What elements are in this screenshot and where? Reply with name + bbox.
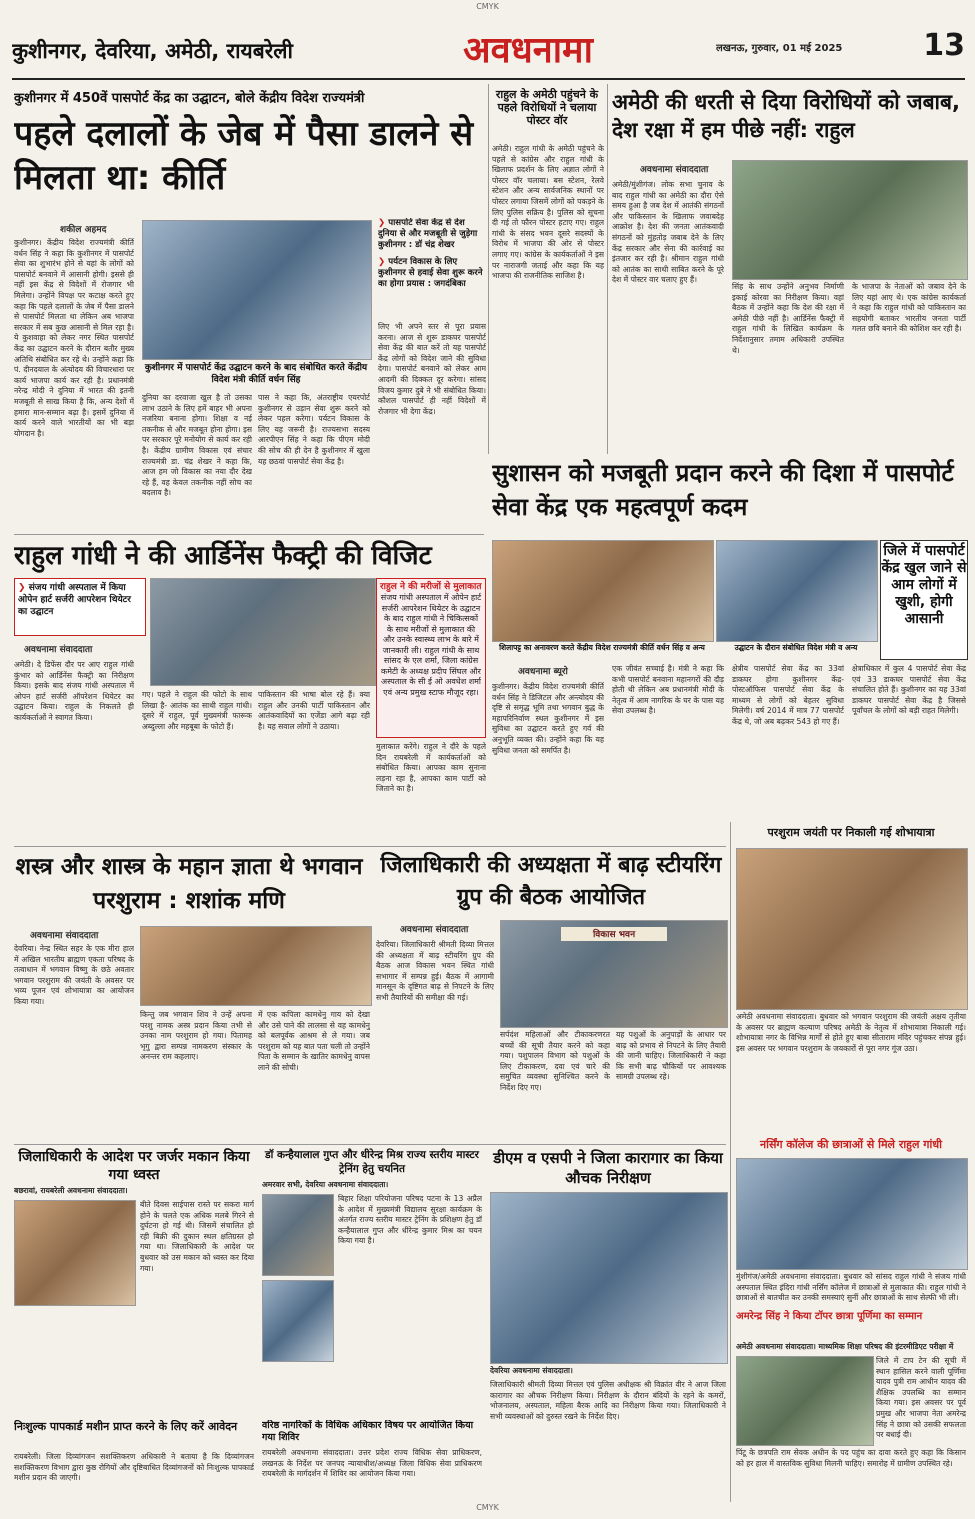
story5-inset-title: राहुल ने की मरीजों से मुलाकात [380, 582, 482, 592]
story4-photo-1 [492, 540, 714, 642]
story11-photo [14, 1200, 136, 1306]
story1-sidebar [378, 218, 486, 318]
story12-photo-1 [262, 1194, 334, 1276]
story11-body: बीते दिवस साईपास रास्ते पर सकरा मार्ग होने के चलते एक अधिक मलबे गिरने से दुर्घटना हो गई थी। जिसमें संचालित हो रही बिक्री की दुकान स्थल क्षतिग्रस्त हो गया था। जिलाधिकारी के आदेश पर बुधवार को उस मकान को ध्वस्त कर दिया गया। [140, 1200, 254, 1273]
story3-photo [732, 160, 968, 280]
story4-col2: एक जीवंत सच्चाई है। मंत्री ने कहा कि कभी पासपोर्ट बनवाना महानगरों की दौड़ होती थी लेकिन अब प्रधानमंत्री मोदी के नेतृत्व में आम नागरिक के घर के पास यह सेवा उपलब्ध है। [612, 664, 724, 716]
story10-photo [736, 1356, 874, 1446]
story4-byline: अवधनामा ब्यूरो [518, 667, 568, 676]
column-divider [488, 84, 489, 454]
story3-byline: अवधनामा संवाददाता [640, 165, 709, 174]
story11-byline: बछरावां, रायबरेली अवधनामा संवाददाता। [14, 1186, 128, 1195]
story6-col3: में एक कपिला कामधेनु गाय को देखा और उसे पाने की लालसा से वह कामधेनु को बलपूर्वक आश्रम से ले गया। जब परशुराम को यह बात पता चली तो उन्होंने पिता के सम्मान के खातिर कामधेनु वापस लाने की सोची। [258, 1010, 370, 1072]
section-divider [14, 846, 726, 847]
story6-photo [140, 926, 372, 1006]
story14-body: पिंटू के छत्रपति राम सेवक अधीन के पद पहुंच का दावा करते हुए कहा कि किसान को हर हाल में वास्तविक सुविधा मिलनी चाहिए। समारोह में ग्रामीण उपस्थित रहे। [736, 1448, 966, 1468]
story6-body: देवरिया। नेन्द्र स्थित सहर के एक मीरा हाल में अखिल भारतीय ब्राह्मण एकता परिषद के तत्वाधान में भगवान विष्णु के छठे अवतार भगवान परशुराम की जयंती के अवसर पर भव्य पूजन एवं शोभायात्रा का आयोजन किया गया। [14, 944, 134, 1006]
story1-col4: लिए भी अपने स्तर से पूरा प्रयास करना। आज से शुरू डाकघर पासपोर्ट सेवा केंद्र की बात करें तो यह पासपोर्ट केंद्र लोगों को विदेश जाने की सुविधा देगा। पासपोर्ट बनवाने को लेकर आम आदमी की दिक्कत दूर करेगा। सांसद विजय कुमार दुबे ने भी संबोधित किया। कौशल पासपोर्ट ही नहीं विदेशों में रोजगार भी देगा केंद्र। [378, 322, 486, 416]
story5-headline: राहुल गांधी ने की आर्डिनेंस फैक्ट्री की विजिट [14, 541, 432, 571]
story12-photo-2 [262, 1280, 334, 1362]
story4-quote-box: जिले में पासपोर्ट केंद्र खुल जाने से आम लोगों में खुशी, होगी आसानी [880, 540, 968, 660]
story7-body: देवरिया। जिलाधिकारी श्रीमती दिव्या मित्तल की अध्यक्षता में बाढ़ स्टीयरिंग ग्रुप की बैठक आज विकास भवन स्थित गांधी सभागार में सम्पन्न हुई। बैठक में आगामी मानसून के दृष्टिगत बाढ़ से निपटने के लिए सभी तैयारियों की समीक्षा की गई। [376, 940, 494, 1002]
story6-byline: अवधनामा संवाददाता [30, 931, 99, 940]
story10-body: जिले में टाप टेन की सूची में स्थान हासिल करने वाली पूर्णिमा यादव पुत्री राम आधीन यादव की शैक्षिक उपलब्धि का सम्मान किया गया। इस अवसर पर पूर्व प्रमुख और भाजपा नेता अमरेन्द्र सिंह ने छात्रा को उसकी सफलता पर बधाई दी। [876, 1356, 966, 1440]
story2-kicker: राहुल के अमेठी पहुंचने के पहले विरोधियों ने चलाया पोस्टर वॉर [495, 88, 599, 127]
story4-body: कुशीनगर। केंद्रीय विदेश राज्यमंत्री कीर्ति वर्धन सिंह ने डिजिटल और अन्त्योदय की दृष्टि से समृद्ध भूमि तथा भगवान बुद्ध के महापरिनिर्वाण स्थल कुशीनगर में इस सुविधा का उद्घाटन करते हुए गर्व की अनुभूति व्यक्त की। उन्होंने कहा कि यह सुविधा जनता को समर्पित है। [492, 682, 604, 755]
story1-headline: पहले दलालों के जेब में पैसा डालने से मिलता था: कीर्ति [14, 114, 474, 198]
section-divider [14, 534, 484, 535]
story10-byline: अमेठी अवधनामा संवाददाता। माध्यमिक शिक्षा परिषद की इंटरमीडिएट परीक्षा में [736, 1342, 954, 1351]
story7-photo [500, 920, 728, 1028]
story4-photo1-caption: शिलापट्ट का अनावरण करते केंद्रीय विदेश राज्यमंत्री कीर्ति वर्धन सिंह व अन्य [499, 643, 705, 652]
story12-sub-body: रायबरेली अवधनामा संवाददाता। उत्तर प्रदेश राज्य विधिक सेवा प्राधिकरण, लखनऊ के निर्देश पर जनपद न्यायाधीश/अध्यक्ष जिला विधिक सेवा प्राधिकरण रायबरेली के मार्गदर्शन में शिविर का आयोजन किया गया। [262, 1448, 482, 1479]
print-registration-bottom: CMYK [476, 1503, 499, 1512]
bullet-icon: ❯ [378, 257, 389, 267]
page-number: 13 [923, 28, 965, 63]
story5-body: अमेठी। दे डिफेंस दौर पर आए राहुल गांधी कुंभार को आर्डिनेंस फैक्ट्री का निरीक्षण किया। इसके बाद संजय गांधी अस्पताल में ओपन हार्ट सर्जरी ऑपरेशन थियेटर का उद्घाटन किया। राहुल के निकलते ही कार्यकर्ताओं ने स्वागत किया। [14, 660, 134, 722]
story13-headline: डीएम व एसपी ने जिला कारागार का किया औचक निरीक्षण [493, 1149, 723, 1187]
bullet-icon: ❯ [378, 218, 389, 228]
story5-inset [376, 578, 486, 738]
story5-sidebar: ❯ संजय गांधी अस्पताल में किया ओपेन हार्ट सर्जरी आपरेशन थियेटर का उद्घाटन [14, 578, 146, 636]
story3-col3: के भाजपा के नेताओं को जबाव देने के लिए यहां आए थे। एक कांग्रेस कार्यकर्ता ने कहा कि राहुल गांधी को पाकिस्तान का सहयोगी बताकर भारतीय जनता पार्टी गलत छवि बनाने की कोशिश कर रही है। [852, 282, 966, 334]
story7-col2: सर्पदंश महिलाओं और टीकाकरणरत बच्चों की सूची तैयार करने को कहा गया। पशुपालन विभाग को पशुओं के लिए टीकाकरण, दवा एवं चारे की समुचित व्यवस्था सुनिश्चित करने के निर्देश दिए गए। [500, 1030, 610, 1092]
section-divider [14, 1144, 726, 1145]
story1-photo [142, 220, 372, 360]
story9-photo [736, 1158, 968, 1270]
story8-photo [736, 848, 968, 1010]
story5-col2: गए। पहले ने राहुल की फोटो के साथ लिखा है- आतंक का साथी राहुल गांधी। दूसरे में राहुल, पूर्व मुख्यमंत्री फारूक अब्दुल्ला और महबूबा के फोटो हैं। [142, 690, 252, 731]
story4-photo-2 [716, 540, 878, 642]
story3-headline: अमेठी की धरती से दिया विरोधियों को जबाब, देश रक्षा में हम पीछे नहीं: राहुल [612, 90, 960, 142]
story6-col2: किन्तु जब भगवान शिव ने उन्हें अपना परशु नामक अस्त्र प्रदान किया तभी से उनका नाम परशुराम हो गया। पितामह भृगु द्वारा सम्पन्न नामकरण संस्कार के अनन्तर राम कहलाए। [140, 1010, 252, 1062]
story1-col3: पास ने कहा कि, अंतराष्ट्रीय एयरपोर्ट कुशीनगर से उड़ान सेवा शुरू करने को लेकर पहल करेगा। पर्यटन विकास के लिए यह जरूरी है। राज्यसभा सदस्य आरपीएन सिंह ने कहा कि पीएम मोदी की सोच की ही देन है कुशीनगर में खुला यह छठवां पासपोर्ट सेवा केंद्र है। [258, 393, 370, 466]
story7-col3: यह पशुओं के अनुपाड़ों के आधार पर बाढ़ को प्रभाव से निपटने के लिए तैयारी की जानी चाहिए। जिलाधिकारी ने कहा कि सभी बाढ़ चौकियों पर आवश्यक सामग्री उपलब्ध रहे। [616, 1030, 726, 1082]
story8-body: अमेठी अवधनामा संवाददाता। बुधवार को भगवान परशुराम की जयंती अक्षय तृतीया के अवसर पर ब्राह्मण कल्याण परिषद अमेठी के नेतृत्व में शोभायात्रा निकाली गई। शोभायात्रा नगर के विभिन्न मार्गों से होते हुए बाबा सीताराम मंदिर पहुंचकर संपन्न हुई। इस अवसर पर भगवान परशुराम के जयकारों से पूरा नगर गूंज उठा। [736, 1012, 966, 1053]
story1-body: कुशीनगर। केंद्रीय विदेश राज्यमंत्री कीर्ति वर्धन सिंह ने कहा कि कुशीनगर में पासपोर्ट सेवा का शुभारंभ होने से यहां के लोगों को पासपोर्ट बनवाने में आसानी होगी। इससे ही नहीं इस केंद्र से विदेशों में रोजगार भी मिलेगा। उन्होंने विपक्ष पर कटाक्ष करते हुए कहा कि पहले दलालों के जेब में पैसा डालने से पासपोर्ट मिलता था लेकिन अब भाजपा सरकार में सब कुछ आसानी से मिल रहा है। ये कुशवाहा को लेकर नगर स्थित पासपोर्ट केंद्र का उद्घाटन करने के दौरान बतौर मुख्य अतिथि संबोधित कर रहे थे। उन्होंने कहा कि पं. दीनदयाल के अंत्योदय की विचारधारा पर कार्य भाजपा कार्य कर रही है। प्रधानमंत्री नरेन्द्र मोदी ने दुनिया में भारत की इतनी मजबूती से साख किया है कि, अन्य देशों में हमारा मान-सम्मान बढ़ा है। इसमें दुनिया में कार्य करने वाले भारतीयों का भी बड़ा योगदान है। [14, 238, 134, 438]
story13-photo [490, 1192, 728, 1364]
story1-byline: शकील अहमद [60, 225, 107, 234]
story5-byline: अवधनामा संवाददाता [24, 645, 93, 654]
story12-sub-headline: वरिष्ठ नागरिकों के विधिक अधिकार विषय पर आयोजित किया गया शिविर [262, 1420, 474, 1443]
story5-inset-body: संजय गांधी अस्पताल में ओपेन हार्ट सर्जरी आपरेशन थियेटर के उद्घाटन के बाद राहुल गांधी ने चिकित्सकों के साथ मरीजों से मुलाकात की और उनके स्वास्थ्य लाभ के बारे में जानकारी ली। राहुल गांधी के साथ सांसद के एल शर्मा, जिला कांग्रेस कमेटी के अध्यक्ष प्रदीप सिंघल और अस्पताल के सी ई ओ अवधेश शर्मा एवं अन्य प्रमुख स्टाफ मौजूद रहा। [380, 593, 482, 697]
story12-body: बिहार शिक्षा परियोजना परिषद पटना के 13 अप्रैल के आदेश में मुख्यमंत्री विद्यालय सुरक्षा कार्यक्रम के अंतर्गत राज्य स्तरीय मास्टर ट्रेनिंग के प्रशिक्षण हेतु डॉ कन्हैयालाल गुप्त और धीरेन्द्र कुमार मिश्र का चयन किया गया है। [338, 1194, 482, 1246]
story2-body: अमेठी। राहुल गांधी के अमेठी पहुंचने के पहले से कांग्रेस और राहुल गांधी के खिलाफ प्रदर्शन के लिए अज्ञात लोगों ने पोस्टर वॉर चलाया। बस स्टेशन, रेलवे स्टेशन और अन्य सार्वजनिक स्थानों पर पोस्टर लगाया जिसमें लोगों को पकड़ने के लिए पुलिस सक्रिय है। पुलिस को सूचना दी गई तो फौरन पोस्टर हटाए गए। राहुल गांधी के संसद भवन दूसरे सदस्यों के विरोध में भाजपा की ओर से पोस्टर लगाए गए। कांग्रेस के कार्यकर्ताओं ने इस पर नाराजगी जताई और कहा कि यह भाजपा की राजनीतिक साजिश है। [492, 144, 604, 281]
story10-headline: अमरेन्द्र सिंह ने किया टॉपर छात्रा पूर्णिमा का सम्मान [736, 1311, 923, 1322]
print-registration-top: CMYK [476, 2, 499, 11]
column-divider [607, 84, 608, 454]
story9-body: मुंशीगंज/अमेठी अवधनामा संवाददाता। बुधवार को सांसद राहुल गांधी ने संजय गांधी अस्पताल स्थित इंदिरा गांधी नर्सिंग कॉलेज में छात्राओं से मुलाकात की। राहुल गांधी ने छात्राओं से बातचीत कर उनकी समस्याएं सुनीं और छात्राओं के साथ सेल्फी भी ली। [736, 1272, 966, 1303]
story13-byline: देवरिया अवधनामा संवाददाता। [490, 1366, 573, 1375]
story4-col4: क्षेत्राधिकार में कुल 4 पासपोर्ट सेवा केंद्र एवं 33 डाकघर पासपोर्ट सेवा केंद्र संचालित होते हैं। कुशीनगर का यह 33वां डाकघर पासपोर्ट सेवा केंद्र है जिससे पूर्वांचल के लोगों को बड़ी राहत मिलेगी। [852, 664, 966, 716]
story11-headline: जिलाधिकारी के आदेश पर जर्जर मकान किया गया ध्वस्त [18, 1149, 250, 1183]
story1-photo-caption: कुशीनगर में पासपोर्ट केंद्र उद्घाटन करने के बाद संबोधित करते केंद्रीय विदेश मंत्री कीर्ति वर्धन सिंह [144, 363, 368, 385]
story5-col3: पाकिस्तान की भाषा बोल रहे हैं। क्या राहुल और उनकी पार्टी पाकिस्तान और आतंकवादियों का एजेंडा आगे बढ़ा रही है। यह सवाल लोगों ने उठाया। [258, 690, 370, 731]
story1-sidebar-item: ❯ पर्यटन विकास के लिए कुशीनगर से हवाई सेवा शुरू करने का होगा प्रयास : जगदंबिका [378, 257, 483, 289]
story11-sub-body: रायबरेली। जिला दिव्यांगजन सशक्तिकरण अधिकारी ने बताया है कि दिव्यांगजन सशक्तिकरण विभाग द्वारा कुष्ठ रोगियों और दृष्टिबाधित दिव्यांगजनों को निःशुल्क पापकार्ड मशीन प्रदान की जाएगी। [14, 1452, 254, 1483]
story4-photo2-caption: उद्घाटन के दौरान संबोधित विदेश मंत्री व अन्य [734, 643, 858, 652]
story7-byline: अवधनामा संवाददाता [400, 925, 469, 934]
story11-sub-headline: निःशुल्क पापकार्ड मशीन प्राप्त करने के लिए करें आवेदन [14, 1420, 238, 1433]
story1-kicker: कुशीनगर में 450वें पासपोर्ट केंद्र का उद्घाटन, बोले केंद्रीय विदेश राज्यमंत्री [14, 91, 365, 106]
story3-body: अमेठी/मुंशीगंज। लोक सभा चुनाव के बाद राहुल गांधी का अमेठी का दौरा ऐसे समय हुआ है जब देश में आतंकी संगठनों और पाकिस्तान के खिलाफ जवाबदेह आक्रोश है। देश की जनता आतंकवादी संगठनों को मुंहतोड़ जबाब देने के लिए केंद्र सरकार और सेना की कार्रवाई का इंतजार कर रही है। श्रीमान राहुल गांधी को आतंक का साथी साबित करने के पूरे देश में पोस्टर वार चलाए हुए हैं। [612, 180, 724, 285]
district-header: कुशीनगर, देवरिया, अमेठी, रायबरेली [12, 39, 293, 63]
story4-col3: क्षेत्रीय पासपोर्ट सेवा केंद्र का 33वां डाकघर होगा कुशीनगर केंद्र- पोस्टऑफिस पासपोर्ट सेवा केंद्र के माध्यम से लोगों को बेहतर सुविधा मिलेगी। वर्ष 2014 में मात्र 77 पासपोर्ट केंद्र थे, जो अब बढ़कर 543 हो गए हैं। [732, 664, 844, 726]
story12-byline: अमरवार सभी, देवरिया अवधनामा संवाददाता। [262, 1180, 389, 1189]
story8-headline: परशुराम जयंती पर निकाली गई शोभायात्रा [767, 826, 935, 839]
story13-body: जिलाधिकारी श्रीमती दिव्या मित्तल एवं पुलिस अधीक्षक श्री विक्रांत वीर ने आज जिला कारागार का औचक निरीक्षण किया। निरीक्षण के दौरान बंदियों के रहने के कमरों, भोजनालय, अस्पताल, महिला बैरक आदि का निरीक्षण किया गया। जिलाधिकारी ने सभी व्यवस्थाओं को दुरुस्त रखने के निर्देश दिए। [490, 1380, 726, 1421]
story1-col2: दुनिया का दरवाजा खुल है तो उसका लाभ उठाने के लिए हमें बाहर भी अपना नजरिया बनाना होगा। शिक्षा व नई तकनीक से और मजबूत होना होगा। इस पर सरकार पूरे मनोयोग से कार्य कर रही है। केंद्रीय ग्रामीण विकास एवं संचार राज्यमंत्री डा. चंद्र शेखर ने कहा कि, आज हम जो विकास का नया दौर देख रहे हैं, वह केवल तकनीक नहीं सोच का बदलाव है। [142, 393, 252, 498]
story3-col2: सिंह के साथ उन्होंने अनुभव निर्माणी इकाई कोरवा का निरीक्षण किया। वहां बैठक में उन्होंने कहा कि देश की रक्षा में अमेठी पीछे नहीं है। आर्डिनेंस फैक्ट्री में राहुल गांधी के लिखित कार्यक्रम के निर्देशानुसार तमाम अधिकारी उपस्थित थे। [732, 282, 844, 355]
story12-headline: डॉ कन्हैयालाल गुप्त और धीरेन्द्र मिश्र राज्य स्तरीय मास्टर ट्रेनिंग हेतु चयनित [265, 1149, 479, 1175]
story1-sidebar-item: ❯ पासपोर्ट सेवा केंद्र से देश दुनिया से और मजबूती से जुड़ेगा कुशीनगर : डॉ चंद्र शेखर [378, 218, 478, 250]
story9-headline: नर्सिंग कॉलेज की छात्राओं से मिले राहुल गांधी [760, 1138, 942, 1151]
story7-photo-banner: विकास भवन [561, 927, 667, 941]
story5-photo [150, 578, 376, 686]
story4-headline: सुशासन को मजबूती प्रदान करने की दिशा में पासपोर्ट सेवा केंद्र एक महत्वपूर्ण कदम [492, 459, 954, 521]
story7-headline: जिलाधिकारी की अध्यक्षता में बाढ़ स्टीयरिंग ग्रुप की बैठक आयोजित [380, 853, 722, 910]
column-divider [730, 822, 731, 1502]
story5-col4: मुलाकात करेंगे। राहुल ने दौरे के पहले दिन रायबरेली में कार्यकर्ताओं को संबोधित किया। आपका काम सुनाना लड़ना रहा है, आपका काम पार्टी को जिताने का है। [376, 742, 486, 794]
header-rule [12, 78, 965, 80]
story6-headline: शस्त्र और शास्त्र के महान ज्ञाता थे भगवान परशुराम : शशांक मणि [15, 854, 363, 914]
issue-date: लखनऊ, गुरुवार, 01 मई 2025 [716, 43, 843, 54]
masthead-logo: अवधनामा [463, 28, 593, 71]
bullet-icon: ❯ [18, 583, 29, 593]
